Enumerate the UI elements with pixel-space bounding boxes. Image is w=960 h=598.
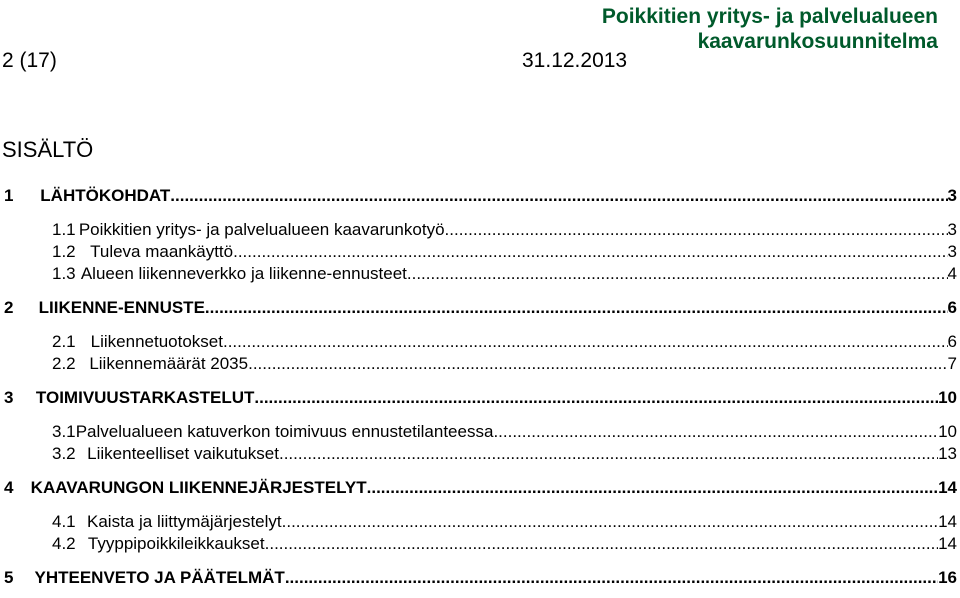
toc-entry-page: 13 bbox=[938, 444, 957, 463]
toc-entry-number: 2.1 bbox=[52, 332, 76, 351]
toc-entry[interactable] bbox=[0, 476, 960, 498]
toc-entry-page: 7 bbox=[947, 354, 957, 373]
toc-entry-number: 4.2 bbox=[52, 534, 76, 553]
toc-entry[interactable] bbox=[0, 352, 960, 374]
toc-dot-leader bbox=[279, 444, 938, 464]
toc-entry-label: Liikennetuotokset bbox=[90, 332, 223, 351]
toc-entry-label: Kaista ja liittymäjärjestelyt bbox=[87, 512, 282, 531]
toc-entry-page: 10 bbox=[938, 388, 957, 407]
toc-entry-page: 6 bbox=[947, 332, 957, 351]
toc-dot-leader bbox=[407, 264, 948, 284]
toc-entry[interactable] bbox=[0, 330, 960, 352]
toc-entry-label: Poikkitien yritys- ja palvelualueen kaavarunkotyö bbox=[78, 220, 445, 239]
toc-entry[interactable] bbox=[0, 532, 960, 554]
toc-dot-leader bbox=[493, 422, 938, 442]
toc-entry-number: 5 bbox=[4, 568, 14, 587]
toc-entry[interactable] bbox=[0, 218, 960, 240]
toc-entry-label: Tuleva maankäyttö bbox=[90, 242, 234, 261]
toc-dot-leader bbox=[367, 478, 938, 498]
toc-entry-page: 3 bbox=[947, 242, 957, 261]
toc-entry-page: 6 bbox=[947, 298, 957, 317]
toc-entry-number: 4 bbox=[4, 478, 14, 497]
toc-entry-number: 1.1 bbox=[52, 220, 76, 239]
toc-entry-label: Liikenteelliset vaikutukset bbox=[87, 444, 279, 463]
toc-heading: SISÄLTÖ bbox=[2, 137, 94, 162]
toc-dot-leader bbox=[223, 332, 948, 352]
toc-entry[interactable] bbox=[0, 566, 960, 588]
toc-entry[interactable] bbox=[0, 420, 960, 442]
document-title-line-2: kaavarunkosuunnitelma bbox=[697, 30, 938, 53]
toc-dot-leader bbox=[254, 388, 938, 408]
toc-dot-leader bbox=[285, 568, 938, 588]
toc-dot-leader bbox=[233, 242, 947, 262]
toc-entry-number: 3 bbox=[4, 388, 14, 407]
toc-entry-number: 2.2 bbox=[52, 354, 76, 373]
toc-entry[interactable] bbox=[0, 510, 960, 532]
toc-entry-number: 1.3 bbox=[52, 264, 76, 283]
toc-entry-number: 4.1 bbox=[52, 512, 76, 531]
toc-entry-number: 3.2 bbox=[52, 444, 76, 463]
toc-entry-page: 4 bbox=[947, 264, 957, 283]
toc-entry-label: Palvelualueen katuverkon toimivuus ennustetilanteessa bbox=[75, 422, 494, 441]
toc-entry-label: Liikennemäärät 2035 bbox=[89, 354, 249, 373]
toc-entry-page: 14 bbox=[938, 534, 957, 553]
toc-entry-label: Tyyppipoikkileikkaukset bbox=[87, 534, 265, 553]
toc-entry-page: 3 bbox=[947, 186, 957, 205]
toc-entry-page: 14 bbox=[938, 478, 957, 497]
toc-entry-number: 3.1 bbox=[52, 422, 76, 441]
toc-entry-page: 16 bbox=[938, 568, 957, 587]
toc-entry-label: KAAVARUNGON LIIKENNEJÄRJESTELYT bbox=[30, 478, 367, 497]
toc-entry-label: LIIKENNE-ENNUSTE bbox=[38, 298, 205, 317]
toc-entry-number: 2 bbox=[4, 298, 14, 317]
toc-entry-label: Alueen liikenneverkko ja liikenne-ennusteet bbox=[80, 264, 407, 283]
toc-entry[interactable] bbox=[0, 262, 960, 284]
toc-entry-number: 1 bbox=[4, 186, 14, 205]
toc-entry[interactable] bbox=[0, 184, 960, 206]
toc-entry-label: TOIMIVUUSTARKASTELUT bbox=[35, 388, 255, 407]
toc-dot-leader bbox=[170, 186, 947, 206]
toc-entry[interactable] bbox=[0, 296, 960, 318]
toc-dot-leader bbox=[248, 354, 947, 374]
toc-dot-leader bbox=[265, 534, 938, 554]
toc-entry-label: LÄHTÖKOHDAT bbox=[40, 186, 171, 205]
toc-entry-number: 1.2 bbox=[52, 242, 76, 261]
page-number: 2 (17) bbox=[2, 49, 57, 72]
toc-entry[interactable] bbox=[0, 240, 960, 262]
toc-entry-page: 14 bbox=[938, 512, 957, 531]
toc-entry-label: YHTEENVETO JA PÄÄTELMÄT bbox=[34, 568, 285, 587]
toc-entry-page: 10 bbox=[938, 422, 957, 441]
toc-dot-leader bbox=[445, 220, 948, 240]
toc-entry-page: 3 bbox=[947, 220, 957, 239]
document-date: 31.12.2013 bbox=[522, 49, 628, 72]
toc-dot-leader bbox=[282, 512, 938, 532]
toc-entry[interactable] bbox=[0, 442, 960, 464]
toc-entry[interactable] bbox=[0, 386, 960, 408]
toc-dot-leader bbox=[205, 298, 948, 318]
document-title-line-1: Poikkitien yritys- ja palvelualueen bbox=[601, 5, 938, 28]
